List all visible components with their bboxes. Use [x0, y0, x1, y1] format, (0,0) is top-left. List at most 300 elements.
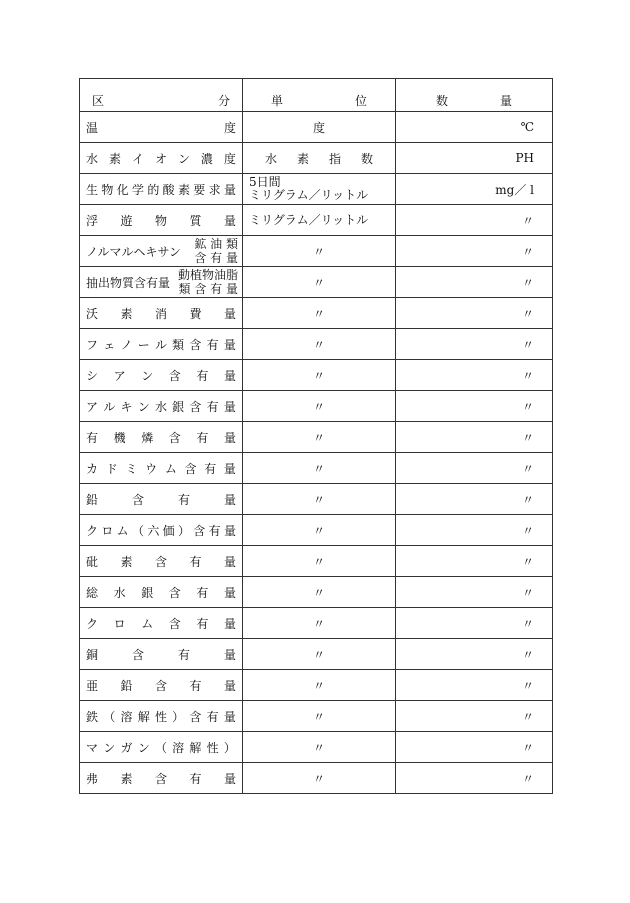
unit-char: 指 [328, 151, 341, 166]
item-char: 水 [86, 151, 99, 166]
item-char: 物 [154, 213, 167, 228]
unit-cell [243, 298, 396, 329]
table-row [80, 453, 553, 484]
item-label [80, 181, 242, 198]
item-label [80, 305, 242, 322]
item-cell [80, 422, 243, 453]
item-char: 含 [154, 771, 167, 786]
quantity-cell [396, 484, 553, 515]
quantity-label: 〃 [521, 523, 534, 538]
item-char: 含 [189, 709, 202, 724]
item-char: 生 [86, 182, 99, 197]
item-char: 量 [223, 771, 236, 786]
header-quantity-char: 数 [436, 94, 449, 108]
item-cell [80, 608, 243, 639]
item-char: 度 [223, 120, 236, 135]
quantity-cell [396, 205, 553, 236]
item-char: 鉄 [86, 709, 99, 724]
item-char: 含 [168, 585, 181, 600]
item-char: ー [137, 337, 150, 352]
item-char: ド [105, 461, 118, 476]
item-char: ル [103, 399, 116, 414]
item-char: ア [86, 399, 99, 414]
item-sub-label [194, 237, 238, 265]
item-char: 溶 [120, 709, 133, 724]
item-char: 浮 [86, 213, 99, 228]
item-char: 水 [154, 399, 167, 414]
item-char: 解 [137, 709, 150, 724]
quantity-cell [396, 143, 553, 174]
table-row [80, 515, 553, 546]
header-quantity [396, 79, 553, 112]
item-label [80, 336, 242, 353]
unit-cell [243, 515, 396, 546]
unit-cell [243, 639, 396, 670]
quantity-cell [396, 453, 553, 484]
quantity-label: 〃 [521, 492, 534, 507]
unit-label: 〃 [312, 647, 325, 662]
table-row [80, 546, 553, 577]
item-char: 含 [189, 399, 202, 414]
item-char: 銀 [141, 585, 154, 600]
table-row [80, 484, 553, 515]
quantity-cell [396, 732, 553, 763]
item-char: 有 [196, 368, 209, 383]
item-char: 水 [113, 585, 126, 600]
item-cell [80, 546, 243, 577]
unit-label: 〃 [312, 616, 325, 631]
item-char: 六 [147, 523, 160, 538]
item-char: 沃 [86, 306, 99, 321]
table-row [80, 174, 553, 205]
item-char: （ [131, 523, 144, 538]
table-row [80, 639, 553, 670]
item-char: ガ [120, 740, 133, 755]
item-char: 有 [206, 337, 219, 352]
item-char: 有 [204, 461, 217, 476]
item-cell [80, 577, 243, 608]
item-label [80, 367, 242, 384]
unit-char: 水 [265, 151, 278, 166]
item-char: 求 [208, 182, 221, 197]
unit-label: 〃 [312, 430, 325, 445]
unit-label [243, 176, 395, 202]
item-char: ア [113, 368, 126, 383]
quantity-cell [396, 608, 553, 639]
item-cell [80, 670, 243, 701]
quantity-cell [396, 701, 553, 732]
quantity-label: mg／ l [495, 182, 534, 197]
unit-label: 〃 [312, 461, 325, 476]
item-char: マ [86, 740, 99, 755]
item-char: 的 [147, 182, 160, 197]
item-cell [80, 360, 243, 391]
item-label [80, 708, 242, 725]
item-label [80, 460, 242, 477]
quantity-label: 〃 [521, 244, 534, 259]
item-char: 素 [120, 554, 133, 569]
item-char: 含 [168, 430, 181, 445]
quantity-label: 〃 [521, 771, 534, 786]
item-char: キ [120, 399, 133, 414]
item-label [80, 646, 242, 663]
quantity-label: 〃 [521, 616, 534, 631]
table-row [80, 670, 553, 701]
unit-label: 〃 [312, 244, 325, 259]
item-label [80, 491, 242, 508]
unit-label: 〃 [312, 399, 325, 414]
item-char: 含 [131, 492, 144, 507]
item-cell [80, 453, 243, 484]
unit-label: 〃 [312, 709, 325, 724]
table-row [80, 732, 553, 763]
item-char: 含 [189, 337, 202, 352]
unit-line: 5日間 [249, 175, 281, 189]
unit-label: 〃 [312, 275, 325, 290]
item-char: ン [177, 151, 190, 166]
item-cell [80, 236, 243, 267]
item-char: 量 [223, 213, 236, 228]
unit-cell [243, 546, 396, 577]
item-char: ェ [103, 337, 116, 352]
item-char: ク [86, 523, 99, 538]
item-char: ） [223, 740, 236, 755]
header-category-char: 分 [217, 94, 230, 108]
unit-cell [243, 577, 396, 608]
item-char: 銅 [86, 647, 99, 662]
table-row [80, 608, 553, 639]
item-char: イ [131, 151, 144, 166]
item-char: 素 [120, 306, 133, 321]
quantity-cell [396, 670, 553, 701]
item-cell [80, 112, 243, 143]
table-body [80, 79, 553, 794]
item-char: 物 [101, 182, 114, 197]
item-char: 度 [223, 151, 236, 166]
quantity-label: 〃 [521, 275, 534, 290]
item-char: 温 [86, 120, 99, 135]
item-cell [80, 143, 243, 174]
quantity-label: 〃 [521, 399, 534, 414]
header-quantity-char: 量 [499, 94, 512, 108]
unit-cell [243, 267, 396, 298]
item-cell [80, 298, 243, 329]
quantity-cell [396, 298, 553, 329]
quantity-cell [396, 267, 553, 298]
unit-label: 〃 [312, 740, 325, 755]
item-char: ノ [120, 337, 133, 352]
item-char: 有 [208, 523, 221, 538]
item-cell [80, 205, 243, 236]
item-label [80, 522, 242, 539]
item-label [80, 584, 242, 601]
item-char: 性 [154, 709, 167, 724]
header-unit [243, 79, 396, 112]
item-label [80, 119, 242, 136]
item-char: ム [141, 616, 154, 631]
quantity-label: 〃 [521, 337, 534, 352]
table-row [80, 143, 553, 174]
item-char: 含 [168, 616, 181, 631]
item-char: （ [103, 709, 116, 724]
header-unit-char: 位 [354, 94, 367, 108]
quantity-label: 〃 [521, 647, 534, 662]
quantity-cell [396, 174, 553, 205]
unit-cell [243, 732, 396, 763]
item-sub-label [178, 268, 238, 296]
item-char: 量 [223, 523, 236, 538]
item-char: ン [137, 399, 150, 414]
item-char: 含 [184, 461, 197, 476]
item-char: ム [164, 461, 177, 476]
quantity-cell [396, 360, 553, 391]
quantity-label: 〃 [521, 709, 534, 724]
table-row [80, 329, 553, 360]
quantity-label: PH [515, 151, 534, 165]
quantity-label: 〃 [521, 678, 534, 693]
item-cell [80, 763, 243, 794]
item-char: ロ [101, 523, 114, 538]
item-char: 含 [154, 678, 167, 693]
item-char: ム [116, 523, 129, 538]
unit-label: 〃 [312, 368, 325, 383]
quantity-label: 〃 [521, 585, 534, 600]
item-char: 有 [86, 430, 99, 445]
item-char: 有 [206, 399, 219, 414]
item-char: 価 [162, 523, 175, 538]
item-char: ウ [145, 461, 158, 476]
item-char: ロ [113, 616, 126, 631]
quantity-label: 〃 [521, 306, 534, 321]
quantity-label: 〃 [521, 368, 534, 383]
item-main-label: ノルマルヘキサン [86, 244, 181, 259]
quantity-cell [396, 546, 553, 577]
item-char: 量 [223, 585, 236, 600]
item-char: 量 [223, 616, 236, 631]
item-cell [80, 391, 243, 422]
quantity-cell [396, 639, 553, 670]
item-char: ク [86, 616, 99, 631]
item-char: 量 [223, 306, 236, 321]
item-char: シ [86, 368, 99, 383]
unit-cell [243, 484, 396, 515]
unit-cell [243, 112, 396, 143]
item-char: 量 [223, 709, 236, 724]
item-char: 有 [196, 585, 209, 600]
item-char: 燐 [141, 430, 154, 445]
table-row [80, 701, 553, 732]
item-label [80, 553, 242, 570]
item-sub-line: 類 含 有 量 [178, 282, 238, 296]
unit-cell [243, 205, 396, 236]
item-cell [80, 484, 243, 515]
item-char: 総 [86, 585, 99, 600]
unit-cell [243, 670, 396, 701]
item-char: 質 [189, 213, 202, 228]
item-char: 素 [108, 151, 121, 166]
unit-cell [243, 236, 396, 267]
item-sub-line: 鉱 油 類 [194, 237, 238, 251]
item-sub-line: 動植物油脂 [177, 268, 238, 282]
unit-label: 〃 [312, 337, 325, 352]
item-char: ル [154, 337, 167, 352]
item-label [80, 398, 242, 415]
header-unit-char: 単 [271, 94, 284, 108]
header-row [80, 79, 553, 112]
unit-label: ミリグラム／リットル [249, 212, 369, 227]
header-category-char: 区 [92, 94, 105, 108]
unit-cell [243, 608, 396, 639]
item-split [80, 237, 242, 265]
item-cell [80, 732, 243, 763]
quantity-label: 〃 [521, 430, 534, 445]
unit-label: 〃 [312, 306, 325, 321]
item-sub-line: 含 有 量 [194, 251, 238, 265]
unit-cell [243, 360, 396, 391]
unit-label: 〃 [312, 523, 325, 538]
table-row [80, 422, 553, 453]
unit-cell [243, 329, 396, 360]
item-label [80, 770, 242, 787]
header-category [80, 79, 243, 112]
item-label [80, 429, 242, 446]
unit-label: 〃 [312, 492, 325, 507]
item-char: 量 [223, 399, 236, 414]
item-char: 素 [120, 771, 133, 786]
unit-label: 〃 [312, 771, 325, 786]
quantity-label: 〃 [521, 554, 534, 569]
item-cell [80, 329, 243, 360]
item-label [80, 739, 242, 756]
unit-line: ミリグラム／リットル [249, 188, 369, 202]
unit-label: 度 [312, 120, 325, 135]
item-char: 酸 [162, 182, 175, 197]
item-char: 要 [193, 182, 206, 197]
item-char: 溶 [172, 740, 185, 755]
unit-label: 〃 [312, 678, 325, 693]
item-char: 有 [196, 430, 209, 445]
item-label [80, 615, 242, 632]
unit-label [243, 150, 395, 167]
unit-cell [243, 143, 396, 174]
item-main-label: 抽出物質含有量 [86, 275, 171, 290]
item-char: 遊 [120, 213, 133, 228]
table-row [80, 391, 553, 422]
item-char: 素 [177, 182, 190, 197]
table-row [80, 267, 553, 298]
item-char: 量 [223, 554, 236, 569]
item-char: カ [86, 461, 99, 476]
item-char: 砒 [86, 554, 99, 569]
table-row [80, 763, 553, 794]
item-split [80, 268, 242, 296]
unit-cell [243, 453, 396, 484]
unit-label: 〃 [312, 585, 325, 600]
unit-cell [243, 422, 396, 453]
item-char: 有 [196, 616, 209, 631]
item-char: 弗 [86, 771, 99, 786]
unit-cell [243, 174, 396, 205]
item-char: 類 [172, 337, 185, 352]
item-char: 含 [131, 647, 144, 662]
item-char: 鉛 [120, 678, 133, 693]
item-char: 有 [189, 554, 202, 569]
item-char: ） [172, 709, 185, 724]
measurement-table [79, 78, 553, 794]
item-char: 鉛 [86, 492, 99, 507]
item-char: 有 [177, 647, 190, 662]
quantity-label: 〃 [521, 740, 534, 755]
item-char: 銀 [172, 399, 185, 414]
item-char: 有 [189, 678, 202, 693]
item-char: 濃 [200, 151, 213, 166]
quantity-cell [396, 763, 553, 794]
item-label [80, 677, 242, 694]
item-char: 量 [223, 182, 236, 197]
item-char: 量 [223, 430, 236, 445]
quantity-label: ℃ [520, 120, 534, 134]
item-char: （ [154, 740, 167, 755]
item-char: ン [141, 368, 154, 383]
item-char: 解 [189, 740, 202, 755]
item-char: 含 [154, 554, 167, 569]
item-label [80, 150, 242, 167]
item-char: 量 [223, 461, 236, 476]
item-char: 化 [116, 182, 129, 197]
item-cell [80, 701, 243, 732]
item-char: 量 [223, 647, 236, 662]
item-label [80, 212, 242, 229]
table-row [80, 360, 553, 391]
item-char: 量 [223, 678, 236, 693]
unit-cell [243, 763, 396, 794]
item-char: 含 [168, 368, 181, 383]
item-char: ン [137, 740, 150, 755]
item-char: 費 [189, 306, 202, 321]
quantity-cell [396, 391, 553, 422]
item-char: 量 [223, 368, 236, 383]
item-char: 学 [131, 182, 144, 197]
item-char: 機 [113, 430, 126, 445]
unit-cell [243, 391, 396, 422]
quantity-cell [396, 577, 553, 608]
item-cell [80, 515, 243, 546]
table-row [80, 236, 553, 267]
item-char: オ [154, 151, 167, 166]
item-char: 亜 [86, 678, 99, 693]
quantity-cell [396, 236, 553, 267]
quantity-label: 〃 [521, 461, 534, 476]
item-char: ） [177, 523, 190, 538]
item-cell [80, 174, 243, 205]
item-char: 含 [193, 523, 206, 538]
item-char: 有 [189, 771, 202, 786]
table-row [80, 577, 553, 608]
item-char: ミ [125, 461, 138, 476]
table-row [80, 298, 553, 329]
unit-cell [243, 701, 396, 732]
item-char: 消 [154, 306, 167, 321]
item-cell [80, 267, 243, 298]
item-char: 量 [223, 337, 236, 352]
item-char: 量 [223, 492, 236, 507]
item-char: フ [86, 337, 99, 352]
item-char: 有 [177, 492, 190, 507]
item-cell [80, 639, 243, 670]
quantity-cell [396, 515, 553, 546]
table-row [80, 112, 553, 143]
unit-char: 数 [360, 151, 373, 166]
